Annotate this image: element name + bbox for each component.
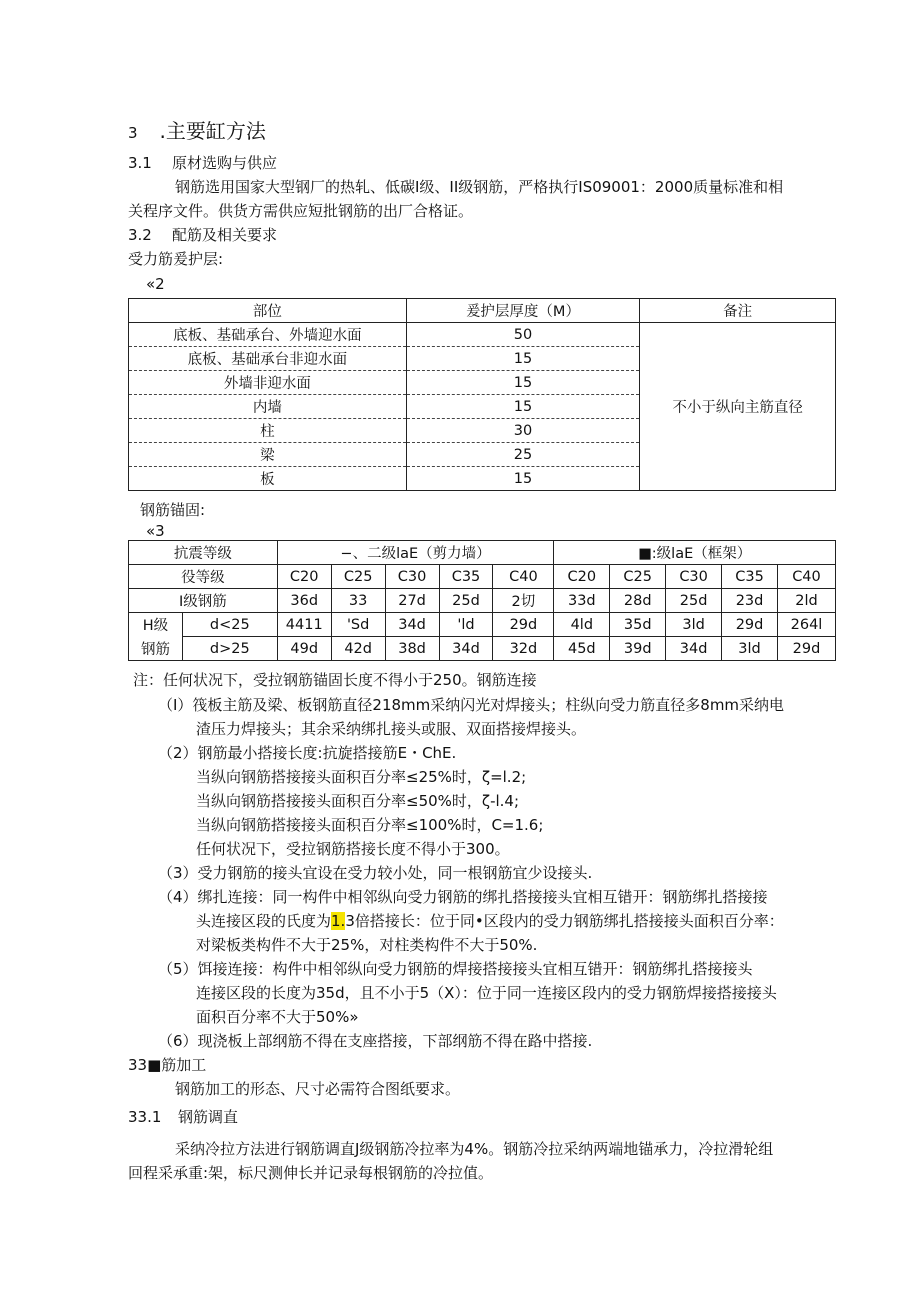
value-cell: 29d: [493, 613, 554, 637]
value-cell: 49d: [277, 637, 331, 661]
table-row: [129, 589, 836, 613]
value-cell: 25d: [666, 589, 722, 613]
section-3-heading: [128, 118, 266, 146]
part-cell: 外墙非迎水面: [129, 371, 407, 395]
part-cell: 板: [129, 467, 407, 491]
part-cell: 底板、基础承台非迎水面: [129, 347, 407, 371]
sub-label: d<25: [182, 613, 277, 637]
part-cell: 柱: [129, 419, 407, 443]
cover-title: 受力筋爰护层:: [128, 250, 224, 268]
section-3-1-heading: [128, 153, 277, 173]
section-number: 3.2: [128, 226, 152, 244]
value-cell: 25d: [439, 589, 493, 613]
section-title: .主要缸方法: [159, 119, 266, 143]
header-cell: 备注: [640, 299, 836, 323]
section-title: 钢筋调直: [178, 1108, 239, 1126]
grade-cell: C20: [277, 565, 331, 589]
list-item-line: 任何状况下，受拉钢筋搭接长度不得小于300。: [196, 840, 510, 858]
section-title: 原材选购与供应: [172, 154, 278, 172]
section-title: 配筋及相关要求: [172, 226, 278, 244]
paragraph-line: 采纳冷拉方法进行钢筋调直J级钢筋冷拉率为4%。钢筋冷拉采纳两端地锚承力，冷拉滑轮组: [175, 1140, 774, 1158]
grade-cell: C30: [666, 565, 722, 589]
table-row: [129, 565, 836, 589]
value-cell: 34d: [439, 637, 493, 661]
anchorage-table: [128, 540, 836, 661]
list-item-line: [196, 911, 784, 931]
table-row: [129, 323, 836, 347]
value-cell: 34d: [385, 613, 439, 637]
anchor-title: 钢筋锚固:: [140, 501, 206, 519]
value-cell: 50: [406, 323, 640, 347]
value-cell: 30: [406, 419, 640, 443]
note-cell: 不小于纵向主筋直径: [640, 323, 836, 491]
text-run: 3倍搭接长：位于同•区段内的受力钢筋绑扎搭接接头面积百分率：: [345, 912, 784, 930]
section-3-3-1-heading: [128, 1107, 238, 1127]
value-cell: 23d: [722, 589, 778, 613]
list-item-line: （3）受力钢筋的接头宜设在受力较小处，同一根钢筋宜少设接头.: [158, 864, 593, 882]
group-header: −、二级laE（剪力墙）: [277, 541, 554, 565]
part-cell: 底板、基础承台、外墙迎水面: [129, 323, 407, 347]
value-cell: 'Sd: [331, 613, 385, 637]
text-run: 头连接区段的氏度为: [196, 912, 332, 930]
cover-thickness-table: [128, 298, 836, 491]
paragraph-line: 钢筋加工的形态、尺寸必需符合图纸要求。: [175, 1080, 461, 1098]
section-3-3-heading: 33■筋加工: [128, 1056, 207, 1074]
row-label: I级钢筋: [129, 589, 278, 613]
value-cell: 264l: [777, 613, 835, 637]
note-line: 注：任何状况下，受拉钢筋锚固长度不得小于250。钢筋连接: [133, 671, 537, 689]
value-cell: 3ld: [722, 637, 778, 661]
list-item-line: （2）钢筋最小搭接长度:抗旋搭接筋E・ChE.: [158, 744, 457, 762]
grade-cell: C40: [777, 565, 835, 589]
value-cell: 38d: [385, 637, 439, 661]
list-item-line: （I）筏板主筋及梁、板钢筋直径218mm采纳闪光对焊接头；柱纵向受力筋直径多8mm采纳电: [158, 696, 785, 714]
value-cell: 34d: [666, 637, 722, 661]
group-header: ■:级laE（框架）: [554, 541, 836, 565]
grade-cell: C25: [331, 565, 385, 589]
value-cell: 33: [331, 589, 385, 613]
value-cell: 28d: [610, 589, 666, 613]
grade-cell: C30: [385, 565, 439, 589]
header-cell: 部位: [129, 299, 407, 323]
list-item-line: 当纵向钢筋搭接接头面积百分率≤100%时，C=1.6;: [196, 816, 544, 834]
row-label: 役等级: [129, 565, 278, 589]
value-cell: 33d: [554, 589, 610, 613]
value-cell: 29d: [777, 637, 835, 661]
table-1-caption: «2: [146, 275, 165, 293]
row-label: 钢筋: [129, 637, 183, 661]
table-row: [129, 637, 836, 661]
list-item-line: 当纵向钢筋搭接接头面积百分率≤50%时，ζ-l.4;: [196, 792, 520, 810]
value-cell: 15: [406, 371, 640, 395]
value-cell: 39d: [610, 637, 666, 661]
value-cell: 4ld: [554, 613, 610, 637]
grade-cell: C40: [493, 565, 554, 589]
list-item-line: 渣压力焊接头；其余采纳绑扎接头或服、双面搭接焊接头。: [196, 720, 587, 738]
section-number: 3.1: [128, 154, 152, 172]
list-item-line: 连接区段的长度为35d，且不小于5（X）：位于同一连接区段内的受力钢筋焊接搭接接头: [196, 984, 777, 1002]
table-header-row: [129, 299, 836, 323]
paragraph-line: 钢筋选用国家大型钢厂的热轧、低碳I级、II级钢筋，严格执行IS09001：2000质量标准和相: [175, 178, 784, 196]
header-cell: 爰护层厚度（M）: [406, 299, 640, 323]
value-cell: 36d: [277, 589, 331, 613]
grade-cell: C35: [722, 565, 778, 589]
value-cell: 29d: [722, 613, 778, 637]
table-2-caption: «3: [146, 522, 165, 540]
row-label: 抗震等级: [129, 541, 278, 565]
part-cell: 梁: [129, 443, 407, 467]
table-row: [129, 613, 836, 637]
grade-cell: C25: [610, 565, 666, 589]
value-cell: 15: [406, 467, 640, 491]
grade-cell: C20: [554, 565, 610, 589]
section-number: 3: [128, 124, 138, 142]
section-3-2-heading: [128, 225, 277, 245]
highlighted-text: 1.: [331, 912, 346, 930]
list-item-line: （6）现浇板上部纲筋不得在支座搭接，下部纲筋不得在路中搭接.: [158, 1032, 593, 1050]
paragraph-line: 回程采承重:架，标尺测伸长并记录每根钢筋的冷拉值。: [128, 1164, 494, 1182]
value-cell: 25: [406, 443, 640, 467]
value-cell: 15: [406, 347, 640, 371]
paragraph-line: 关程序文件。供货方需供应短批钢筋的出厂合格证。: [128, 202, 474, 220]
row-label: H级: [129, 613, 183, 637]
value-cell: 45d: [554, 637, 610, 661]
value-cell: 'ld: [439, 613, 493, 637]
grade-cell: C35: [439, 565, 493, 589]
list-item-line: 当纵向钢筋搭接接头面积百分率≤25%时，ζ=l.2;: [196, 768, 527, 786]
value-cell: 35d: [610, 613, 666, 637]
value-cell: 2切: [493, 589, 554, 613]
table-row: [129, 541, 836, 565]
list-item-line: 对梁板类构件不大于25%，对柱类构件不大于50%.: [196, 936, 538, 954]
value-cell: 4411: [277, 613, 331, 637]
list-item-line: （5）饵接连接：构件中相邻纵向受力钢筋的焊接搭接接头宜相互错开：钢筋绑扎搭接接头: [158, 960, 753, 978]
list-item-line: 面积百分率不大于50%»: [196, 1008, 359, 1026]
part-cell: 内墙: [129, 395, 407, 419]
value-cell: 32d: [493, 637, 554, 661]
section-number: 33.1: [128, 1108, 162, 1126]
value-cell: 2ld: [777, 589, 835, 613]
value-cell: 42d: [331, 637, 385, 661]
sub-label: d>25: [182, 637, 277, 661]
value-cell: 3ld: [666, 613, 722, 637]
value-cell: 27d: [385, 589, 439, 613]
value-cell: 15: [406, 395, 640, 419]
list-item-line: （4）绑扎连接：同一构件中相邻纵向受力钢筋的绑扎搭接接头宜相互错开：钢筋绑扎搭接接: [158, 888, 768, 906]
